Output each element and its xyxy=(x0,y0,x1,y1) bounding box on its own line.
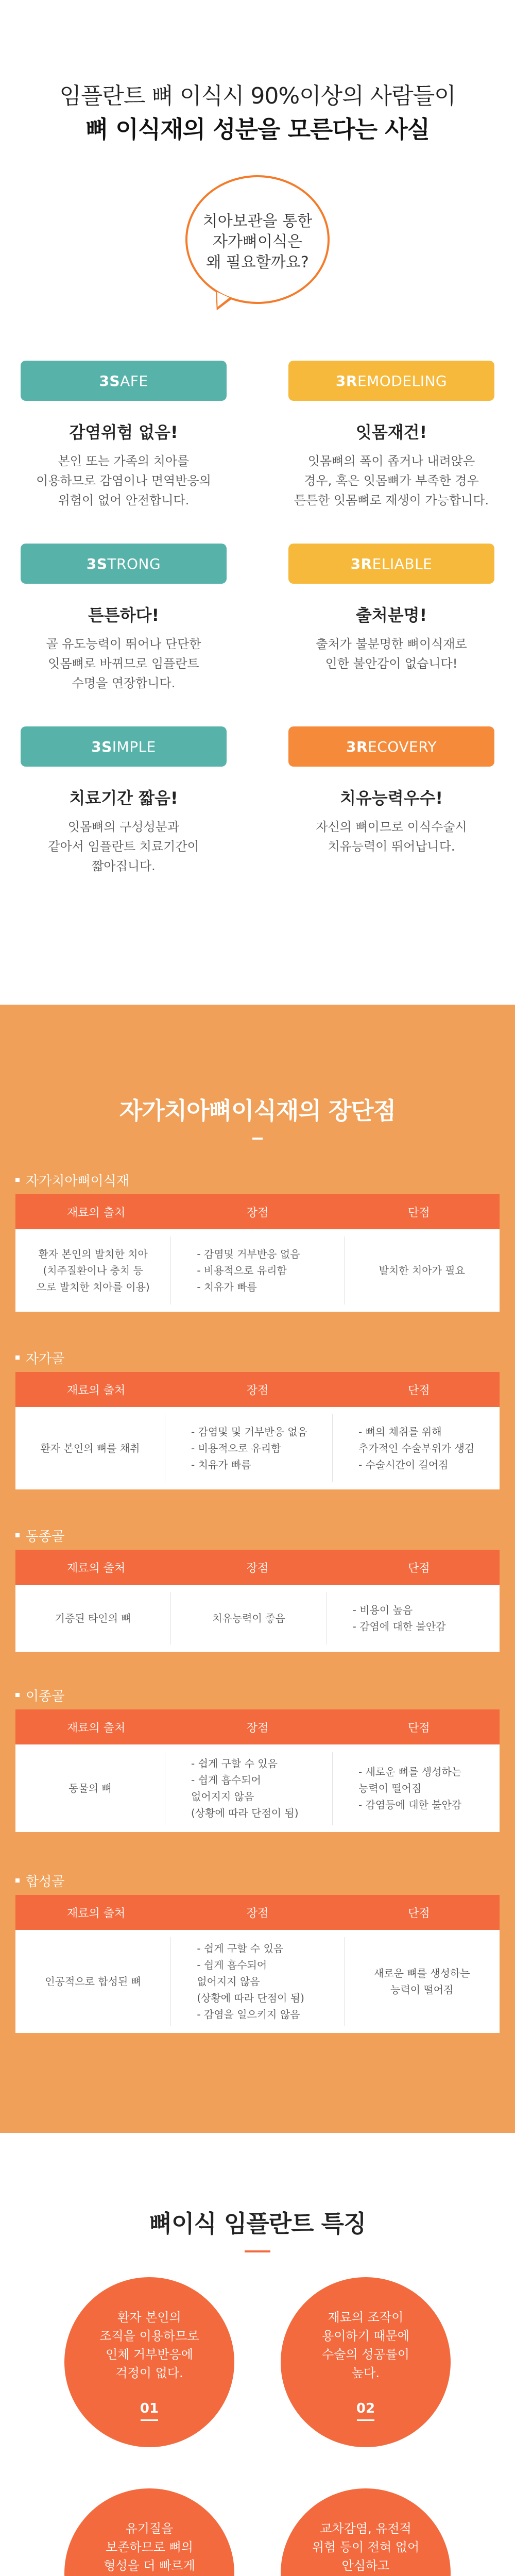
cell-cons: 발치한 치아가 필요 xyxy=(379,1264,465,1277)
benefit-card-header: 3R ECOVERY xyxy=(288,726,494,767)
benefit-card-desc: 잇몸뼈의 구성성분과 같아서 임플란트 치료기간이 짧아집니다. xyxy=(48,820,199,873)
cell-source: 환자 본인의 뼈를 채취 xyxy=(40,1442,140,1454)
table-header: 재료의 출처 장점 단점 xyxy=(15,1895,500,1930)
cell-source: 환자 본인의 발치한 치아 (치주질환이나 충치 등 으로 발치한 치아를 이용) xyxy=(36,1248,150,1293)
comparison-table-allograft xyxy=(15,1525,500,1652)
benefit-card-safe xyxy=(21,361,227,510)
feature-circle xyxy=(64,2277,234,2447)
bullet-icon xyxy=(15,1693,20,1697)
bullet-icon xyxy=(15,1533,20,1537)
table-label: 자가골 xyxy=(26,1351,65,1367)
benefit-card-remodeling xyxy=(288,361,494,510)
pros-cons-section xyxy=(0,1005,515,2133)
bullet-icon xyxy=(15,1178,20,1182)
comparison-table-synthetic xyxy=(15,1870,500,2033)
comparison-table-xenograft xyxy=(15,1685,500,1832)
intro-section xyxy=(0,0,515,1005)
comparison-table-autogenous-tooth xyxy=(15,1170,500,1312)
table-row xyxy=(15,1930,500,2033)
table-label: 이종골 xyxy=(26,1688,65,1704)
benefit-card-desc: 자신의 뼈이므로 이식수술시 치유능력이 뛰어납니다. xyxy=(316,820,467,854)
table-header: 재료의 출처 장점 단점 xyxy=(15,1372,500,1407)
benefit-card-header: 3R EMODELING xyxy=(288,361,494,401)
benefit-card-simple xyxy=(21,726,227,876)
benefit-card-header: 3S AFE xyxy=(21,361,227,401)
benefit-card-title: 감염위험 없음! xyxy=(69,422,178,442)
speech-bubble xyxy=(175,175,340,314)
feature-text: 유기질을 보존하므로 뼈의 형성을 더 빠르게 xyxy=(104,2521,195,2573)
benefit-card-title: 잇몸재건! xyxy=(355,422,427,442)
cell-cons: - 새로운 뼈를 생성하는 능력이 떨어짐 - 감염등에 대한 불안감 xyxy=(358,1766,462,1811)
bullet-icon xyxy=(15,1878,20,1883)
cell-cons: 새로운 뼈를 생성하는 능력이 떨어짐 xyxy=(374,1967,470,1996)
benefit-card-header: 3S IMPLE xyxy=(21,726,227,767)
benefit-card-reliable xyxy=(288,544,494,673)
feature-text: 환자 본인의 조직을 이용하므로 인체 거부반응에 걱정이 없다. xyxy=(99,2310,199,2380)
feature-circle xyxy=(64,2488,234,2576)
benefit-card-header: 3S TRONG xyxy=(21,544,227,584)
table-label: 동종골 xyxy=(26,1529,65,1545)
benefit-card-header: 3R ELIABLE xyxy=(288,544,494,584)
speech-bubble-text: 치아보관을 통한 자가뼈이식은 왜 필요할까요? xyxy=(202,212,313,272)
cell-pros: - 쉽게 구할 수 있음 - 쉽게 흡수되어 없어지지 않음 (상황에 따라 단점이 됨) xyxy=(191,1757,299,1819)
hero-headline-line2: 뼈 이식재의 성분을 모른다는 사실 xyxy=(85,115,430,143)
cell-pros: 치유능력이 좋음 xyxy=(212,1612,285,1624)
heading-underline xyxy=(245,2250,270,2252)
features-section xyxy=(0,2133,515,2576)
heading-underline xyxy=(252,1138,263,1140)
cell-cons: - 뼈의 채취를 위해 추가적인 수술부위가 생김 - 수술시간이 길어짐 xyxy=(358,1426,475,1471)
bullet-icon xyxy=(15,1355,20,1360)
table-label: 자가치아뼈이식재 xyxy=(26,1173,129,1189)
cell-source: 동물의 뼈 xyxy=(68,1782,112,1794)
feature-text: 교차감염, 유전적 위험 등이 전혀 없어 안심하고 xyxy=(312,2521,420,2573)
feature-text: 재료의 조작이 용이하기 때문에 수술의 성공률이 높다. xyxy=(322,2310,409,2380)
benefit-card-desc: 출처가 불분명한 뼈이식재로 인한 불안감이 없습니다! xyxy=(316,637,467,671)
table-label: 합성골 xyxy=(26,1874,65,1890)
benefit-card-desc: 잇몸뼈의 폭이 좁거나 내려앉은 경우, 혹은 잇몸뼈가 부족한 경우 튼튼한 잇몸뼈로 재생이 가능합니다. xyxy=(294,454,489,507)
table-row xyxy=(15,1585,500,1652)
feature-number: 01 xyxy=(140,2401,159,2416)
comparison-table-autogenous-bone xyxy=(15,1347,500,1489)
cell-pros: - 감염및 및 거부반응 없음 - 비용적으로 유리함 - 치유가 빠름 xyxy=(191,1426,307,1471)
cell-source: 인공적으로 합성된 뼈 xyxy=(45,1975,141,1988)
feature-circle xyxy=(281,2488,451,2576)
benefit-card-desc: 본인 또는 가족의 치아를 이용하므로 감염이나 면역반응의 위험이 없어 안전합니다. xyxy=(36,454,211,507)
feature-circle xyxy=(281,2277,451,2447)
table-row xyxy=(15,1407,500,1489)
cell-cons: - 비용이 높음 - 감염에 대한 불안감 xyxy=(352,1604,446,1633)
benefit-card-desc: 골 유도능력이 뛰어나 단단한 잇몸뼈로 바뀌므로 임플란트 수명을 연장합니다. xyxy=(46,637,201,690)
hero-headline-line1: 임플란트 뼈 이식시 90%이상의 사람들이 xyxy=(59,83,456,109)
benefit-card-title: 튼튼하다! xyxy=(88,605,160,625)
benefit-card-recovery xyxy=(288,726,494,856)
benefit-card-title: 출처분명! xyxy=(355,605,427,625)
table-row xyxy=(15,1744,500,1832)
table-row xyxy=(15,1229,500,1312)
benefit-card-title: 치료기간 짧음! xyxy=(69,788,178,808)
cell-pros: - 감염및 거부반응 없음 - 비용적으로 유리함 - 치유가 빠름 xyxy=(197,1248,300,1293)
table-header: 재료의 출처 장점 단점 xyxy=(15,1194,500,1229)
cell-pros: - 쉽게 구할 수 있음 - 쉽게 흡수되어 없어지지 않음 (상황에 따라 단점이 됨) - 감염을 일으키지 않음 xyxy=(197,1942,304,2021)
cell-source: 기증된 타인의 뼈 xyxy=(55,1612,131,1624)
pros-cons-heading: 자가치아뼈이식재의 장단점 xyxy=(119,1097,396,1125)
benefit-card-strong xyxy=(21,544,227,693)
feature-number: 02 xyxy=(356,2401,375,2416)
table-header: 재료의 출처 장점 단점 xyxy=(15,1709,500,1744)
benefit-card-title: 치유능력우수! xyxy=(339,788,443,808)
features-heading: 뼈이식 임플란트 특징 xyxy=(149,2210,366,2238)
table-header: 재료의 출처 장점 단점 xyxy=(15,1550,500,1585)
